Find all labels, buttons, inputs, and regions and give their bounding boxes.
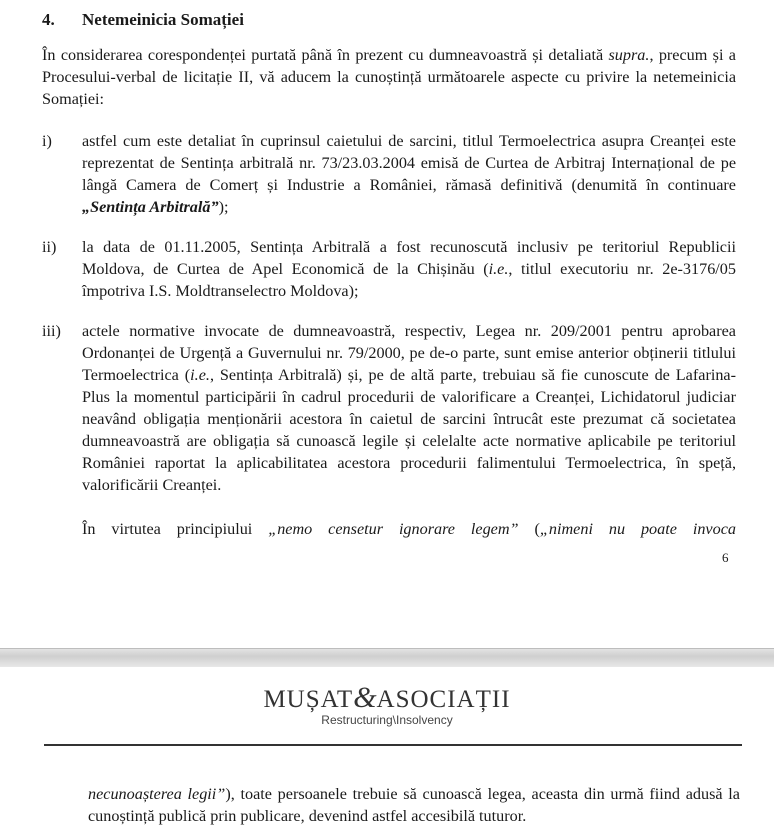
header-rule [44,744,742,746]
document-page-7 [0,667,774,840]
text-run: actele normative invocate de dumneavoastră, respectiv, Legea nr. 209/2001 pentru aprobarea Ordonanței de Urgență a Guvernului nr. 79/2000, pe de-o parte, sunt emise anterior obținerii titlului Termoelectrica ( [82,322,736,384]
text-run: ( [518,520,540,538]
list-marker: i) [42,132,52,150]
intro-paragraph [42,44,736,110]
text-run: ); [218,198,229,216]
text-run: „Sentința Arbitrală” [82,198,219,216]
text-run: „nemo censetur ignorare legem” [268,520,519,538]
text-run: i.e. [190,366,210,384]
text-run: „nimeni nu poate invoca [539,520,736,538]
text-run: , precum și a Procesului-verbal de licitație II, vă aducem la cunoștință următoarele aspecte cu privire la netemeinicia Somației: [42,46,736,108]
text-run: În considerarea corespondenței purtată până în prezent cu dumneavoastră și detaliată [42,46,609,64]
text-run: În virtutea principiului [82,520,269,538]
text-run: necunoașterea legii” [88,785,226,803]
list-item-text [82,130,736,218]
page-separator [0,648,774,668]
firm-logo [0,681,774,715]
text-run: astfel cum este detaliat în cuprinsul caietului de sarcini, titlul Termoelectrica asupra Creanței este reprezentat de Sentința arbitrală nr. 73/23.03.2004 emisă de Curtea de Arbitraj Internațional de pe lângă Camera de Comerț și Industrie a României, rămasă definitivă (denumită în continuare [82,132,736,194]
section-title: Netemeinicia Somației [82,10,244,29]
list-item-text [82,236,736,302]
text-run: supra. [608,46,650,64]
logo-tagline: Restructuring\Insolvency [321,713,453,727]
logo-text-1: MUȘAT [263,686,354,713]
list-marker: iii) [42,322,61,340]
section-number: 4. [42,10,55,29]
list-marker: ii) [42,238,57,256]
page-number: 6 [722,550,729,565]
continuation-line [82,518,736,540]
logo-ampersand: & [353,681,377,714]
list-item-text [82,320,736,496]
continuation-paragraph [88,783,740,827]
text-run: i.e. [488,260,509,278]
text-run: , Sentința Arbitrală) și, pe de altă parte, trebuiau să fie cunoscute de Lafarina-Plus la momentul participării în cadrul procedurii de valorificare a Creanței, Lichidatorul judiciar neavând obligația menționării acestora în caietul de sarcini întrucât este prezumat că societatea dumneavoastră are obligația să cunoască legile și celelalte acte normative aplicabile pe teritoriul României raportat la aplicabilitatea acestora procedurii falimentului Termoelectrica, în speță, valorificării Creanței. [82,366,736,494]
section-heading [42,10,244,30]
text-run: la data de 01.11.2005, Sentința Arbitrală a fost recunoscută inclusiv pe teritoriul Republicii Moldova, de Curtea de Apel Economică de la Chișinău ( [82,238,736,278]
logo-text-2: ASOCIAȚII [376,686,511,713]
text-run: ), toate persoanele trebuie să cunoască legea, aceasta din urmă fiind adusă la cunoștință publică prin publicare, devenind astfel accesibilă tuturor. [88,785,740,825]
text-run: , titlul executoriu nr. 2e-3176/05 împotriva I.S. Moldtranselectro Moldova); [82,260,736,300]
